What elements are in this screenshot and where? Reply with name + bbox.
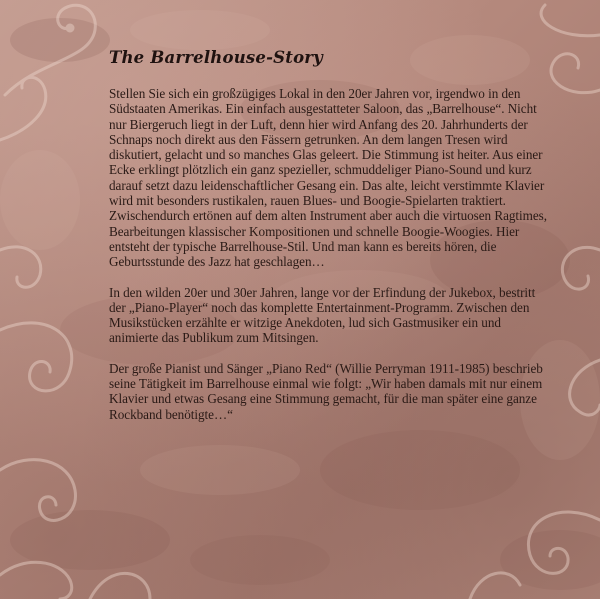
paragraph-2: In den wilden 20er und 30er Jahren, lange vor der Erfindung der Jukebox, bestritt der „Piano-Player“ noch das komplette Entertainment-Programm. Zwischen den Musikstücken erzählte er witzige Anekdoten, lud sich Gastmusiker ein und animierte das Publikum zum Mitsingen. (109, 284, 536, 346)
paragraph-3: Der große Pianist und Sänger „Piano Red“ (Willie Perryman 1911-1985) beschrieb seine Tätigkeit im Barrelhouse einmal wie folgt: „Wir haben damals mit nur einem Klavier und etwas Gesang eine Stimmung gemacht, für die man später eine ganze Rockband benötigte…“ (109, 360, 543, 422)
text-column (109, 48, 549, 437)
page-title: The Barrelhouse-Story (109, 48, 323, 67)
paragraph-1: Stellen Sie sich ein großzügiges Lokal in den 20er Jahren vor, irgendwo in den Südstaaten Amerikas. Ein einfach ausgestatteter Saloon, das „Barrelhouse“. Nicht nur Biergeruch liegt in der Luft, denn hier wird Anfang des 20. Jahrhunderts der Schnaps noch direkt aus den Fässern getrunken. An dem langen Tresen wird diskutiert, gelacht und so manches Glas geleert. Die Stimmung ist heiter. Aus einer Ecke erklingt plötzlich ein ganz spezieller, schmuddeliger Piano-Sound und kurz darauf setzt dazu leidenschaftlicher Gesang ein. Das alte, leicht verstimmte Klavier wird mit besonders rustikalen, rauen Blues- und Boogie-Spielarten traktiert. Zwischendurch ertönen auf dem alten Instrument aber auch die virtuosen Ragtimes, Bearbeitungen klassischer Kompositionen und schnelle Boogie-Woogies. Hier entsteht der typische Barrelhouse-Stil. Und man kann es bereits hören, die Geburtsstunde des Jazz hat geschlagen… (109, 86, 548, 270)
